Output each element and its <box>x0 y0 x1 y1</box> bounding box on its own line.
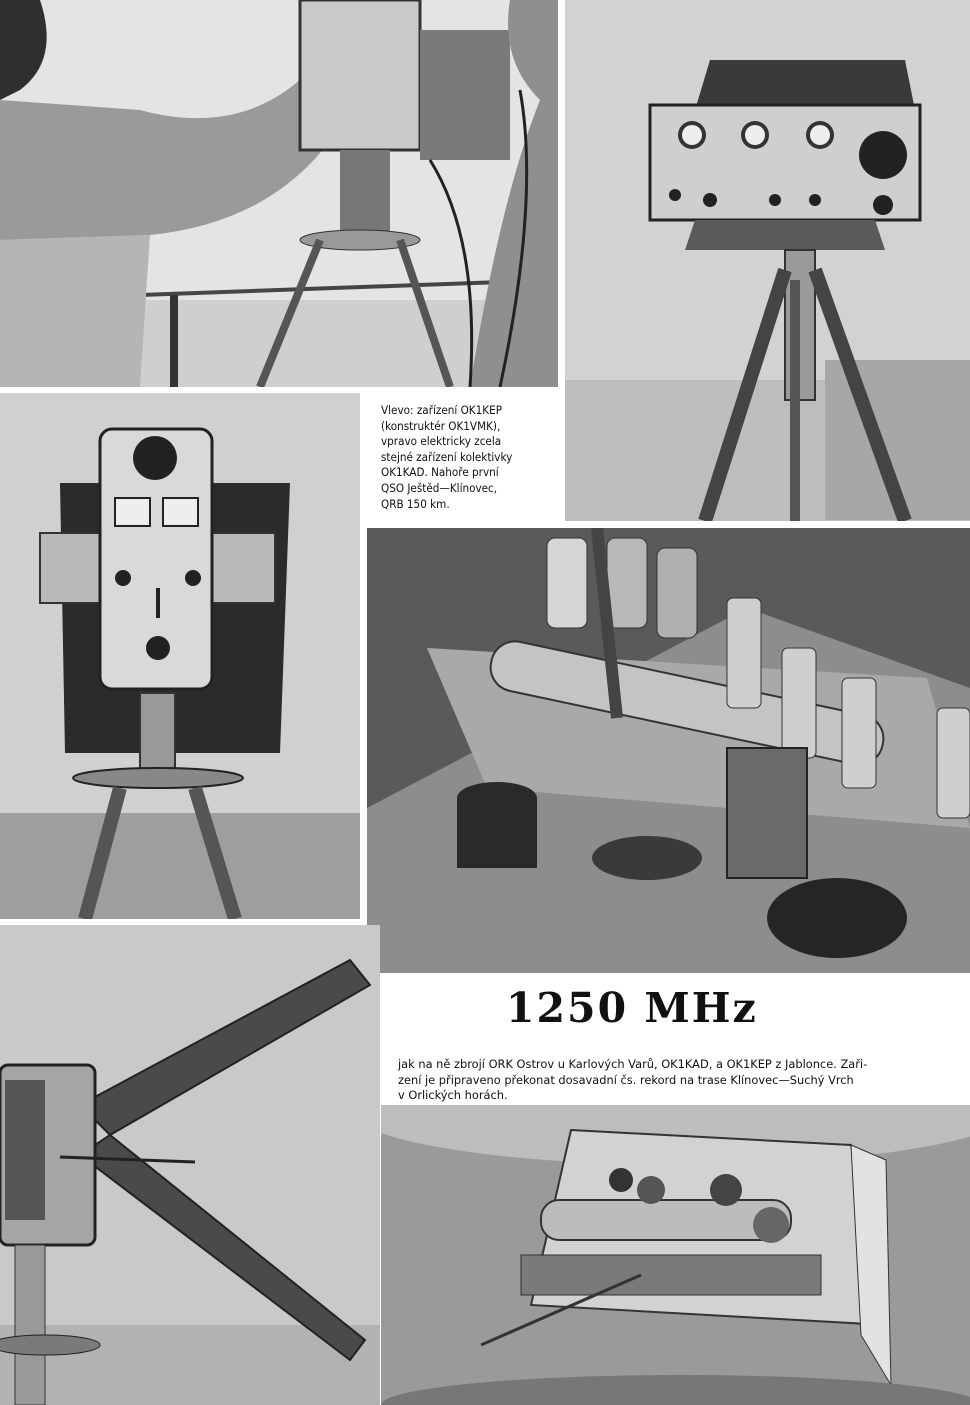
photo-ok1kep-transceiver <box>0 393 360 919</box>
photo-transceiver-on-tripod <box>565 0 970 521</box>
caption-top <box>381 403 557 512</box>
photo-chassis-with-tubes <box>367 528 970 973</box>
photo-open-chassis <box>381 1105 970 1405</box>
caption-top-line: QRB 150 km. <box>381 496 450 511</box>
caption-bottom-line: zení je připraveno překonat dosavadní čs. rekord na trase Klínovec—Suchý Vrch <box>398 1072 854 1087</box>
caption-bottom-line: v Orlických horách. <box>398 1088 508 1102</box>
caption-top-line: Vlevo: zařízení OK1KEP <box>381 403 502 417</box>
caption-bottom-line: jak na ně zbrojí ORK Ostrov u Karlových Varů, OK1KAD, a OK1KEP z Jablonce. Zaři- <box>398 1057 868 1071</box>
caption-top-line: vpravo elektricky zcela <box>381 434 502 449</box>
caption-top-line: QSO Ještěd—Klínovec, <box>381 480 498 495</box>
photo-corner-reflector-antenna <box>0 925 380 1405</box>
photo-operators-adjusting-equipment <box>0 0 558 387</box>
caption-top-line: (konstruktér OK1VMK), <box>381 418 501 433</box>
caption-top-line: stejné zařízení kolektivky <box>381 449 513 464</box>
caption-bottom <box>398 1057 964 1104</box>
caption-top-line: OK1KAD. Nahoře první <box>381 465 499 480</box>
headline: 1250 MHz <box>506 984 758 1032</box>
